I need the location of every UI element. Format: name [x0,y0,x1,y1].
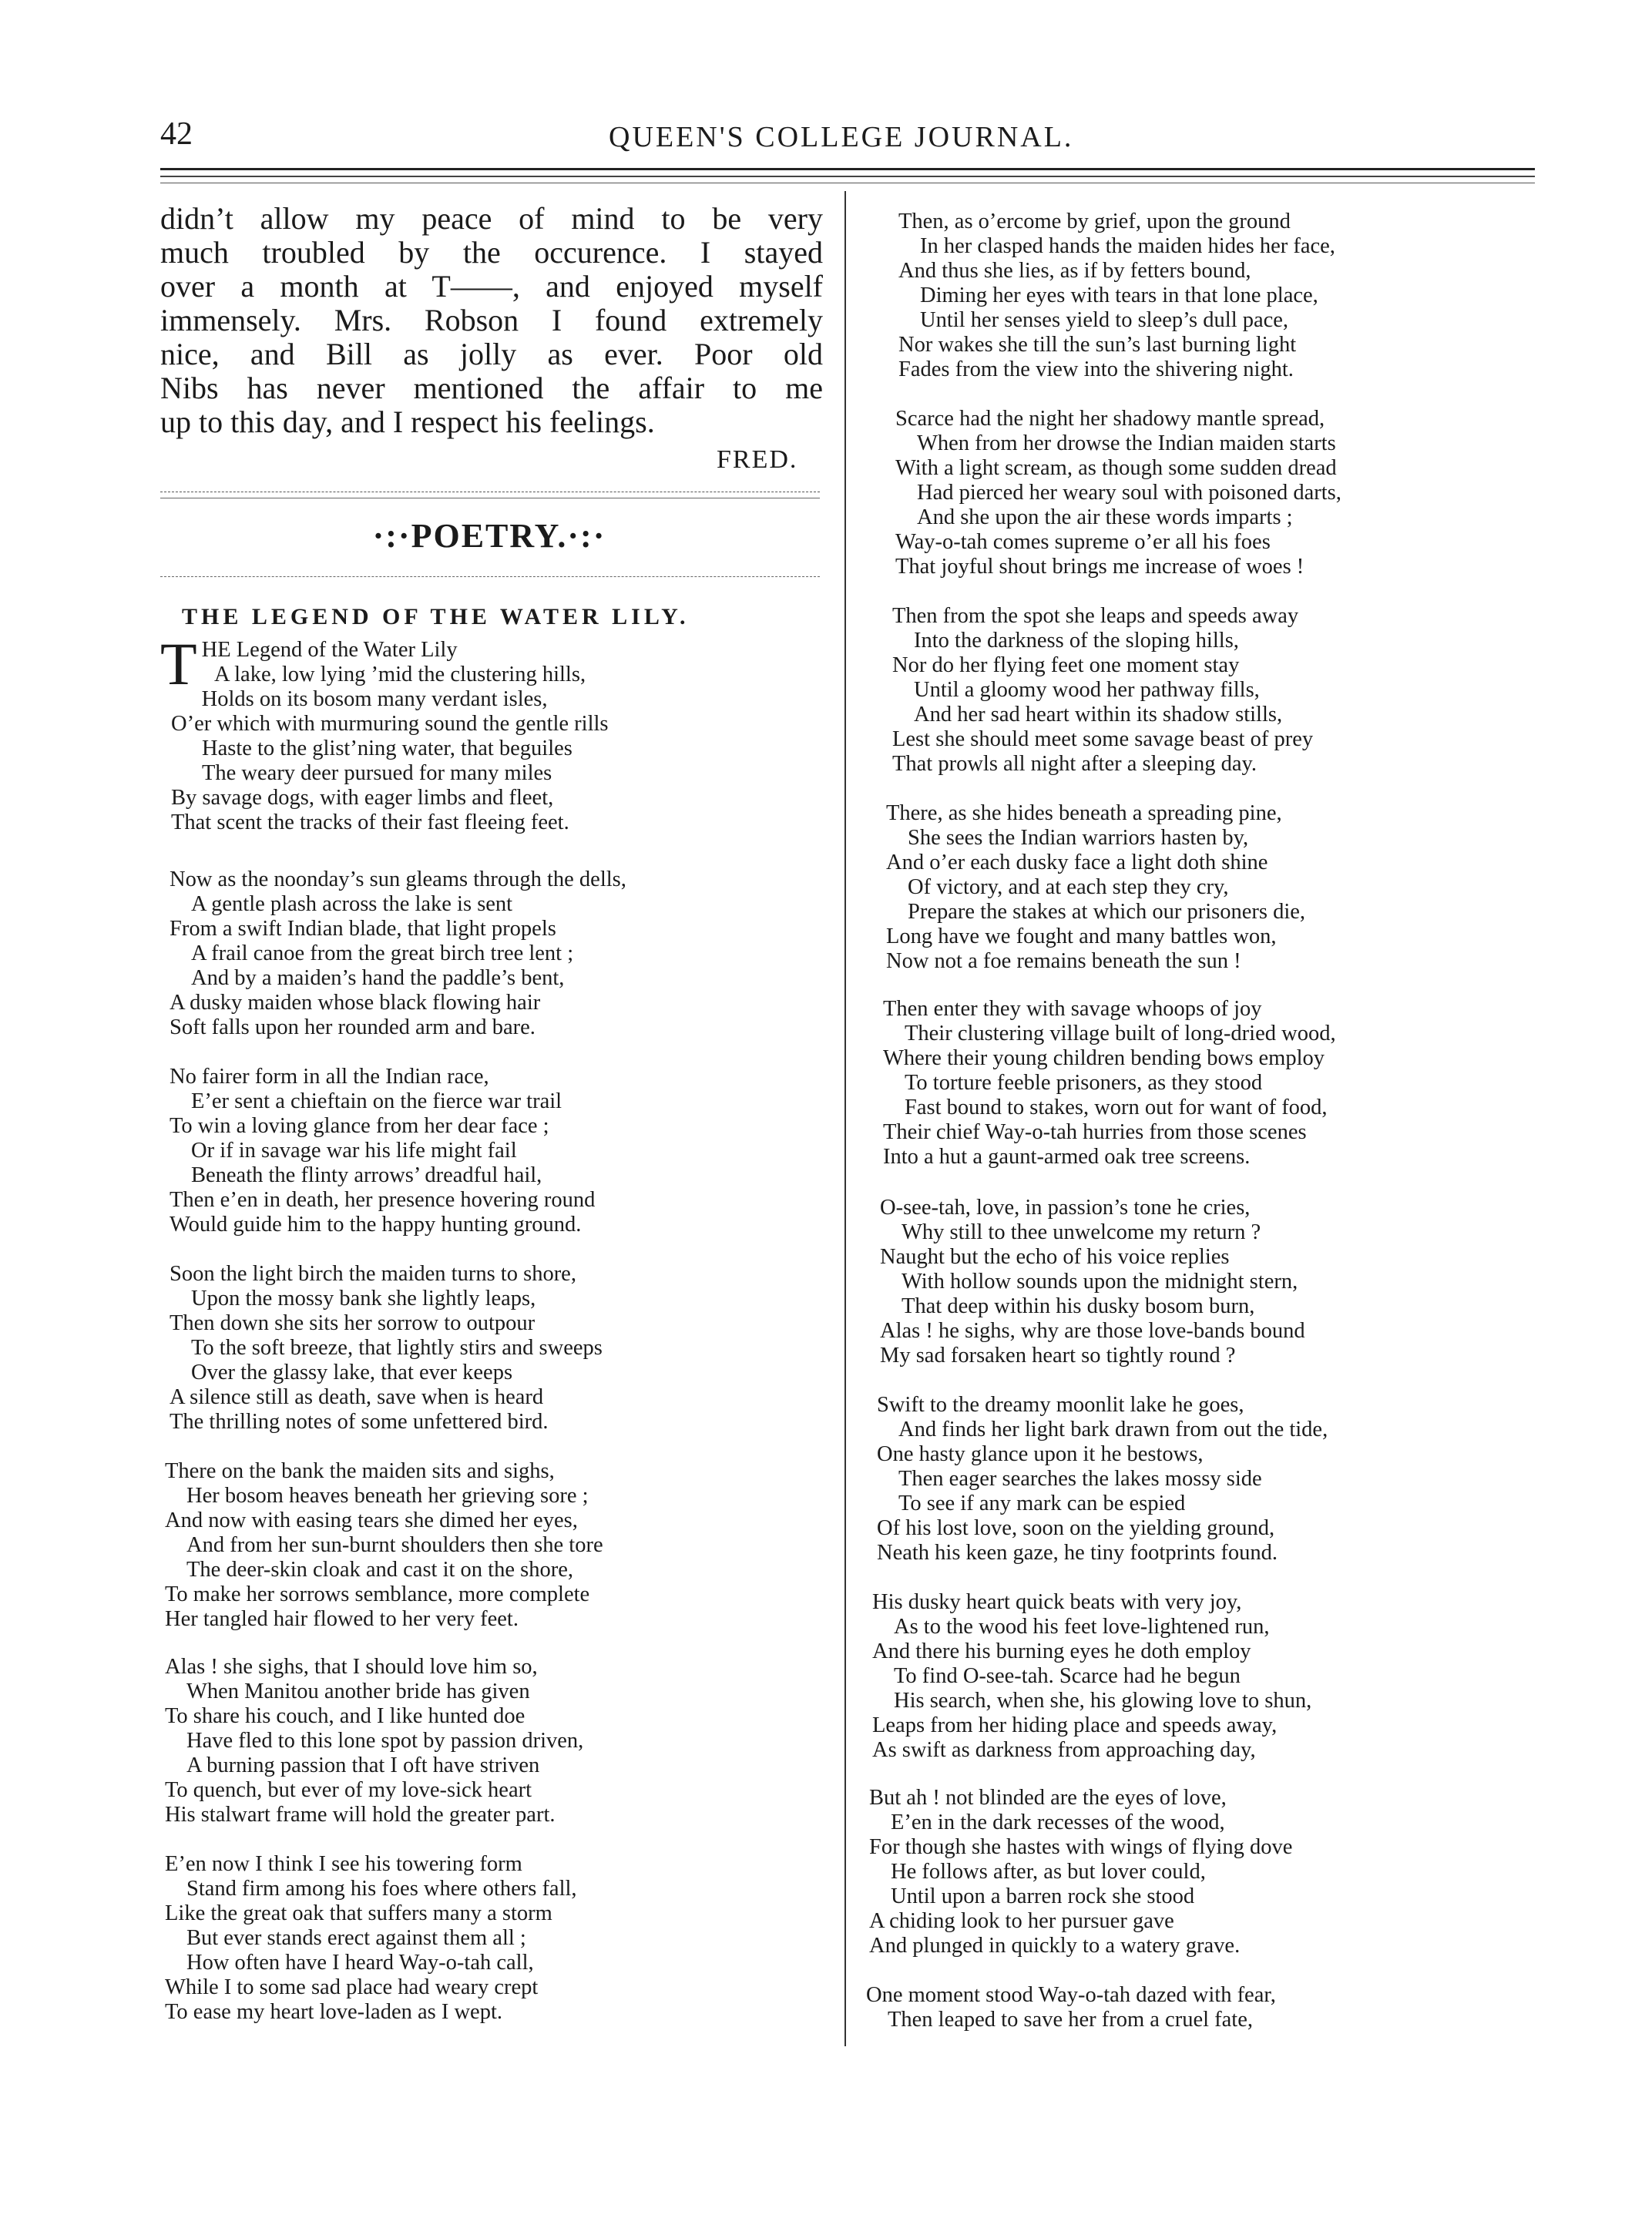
poem-line: As swift as darkness from approaching day, [872,1738,1256,1762]
poem-line: To find O-see-tah. Scarce had he begun [894,1664,1241,1688]
poem-line: Now not a foe remains beneath the sun ! [886,949,1241,973]
poem-line: For though she hastes with wings of flying dove [869,1835,1293,1859]
poem-line: A frail canoe from the great birch tree lent ; [191,941,574,965]
poem-stanza [160,630,609,835]
poem-line: And o’er each dusky face a light doth shine [886,851,1268,874]
poem-stanza [165,1655,583,1827]
poem-line: The thrilling notes of some unfettered bird. [170,1410,549,1434]
poem-line: Into the darkness of the sloping hills, [914,629,1239,653]
poem-line: She sees the Indian warriors hasten by, [908,826,1249,850]
prose-line: immensely. Mrs. Robson I found extremely [160,303,823,337]
poem-line: Haste to the glist’ning water, that beguiles [202,737,572,760]
poem-line: No fairer form in all the Indian race, [170,1065,489,1089]
poem-line: My sad forsaken heart so tightly round ? [880,1344,1236,1368]
poem-line: To the soft breeze, that lightly stirs and sweeps [191,1336,603,1360]
poem-stanza [170,1065,595,1237]
poem-line: Then eager searches the lakes mossy side [898,1467,1262,1491]
poem-line: With a light scream, as though some sudden dread [895,456,1337,480]
author-signature: FRED. [717,445,798,474]
poem-line: Then enter they with savage whoops of joy [883,997,1262,1021]
poem-line: Neath his keen gaze, he tiny footprints found. [877,1541,1278,1565]
prose-line: up to this day, and I respect his feelings. [160,404,655,439]
poem-line: A burning passion that I oft have striven [186,1753,540,1777]
poem-line: Of his lost love, soon on the yielding ground, [877,1516,1275,1540]
poem-line: Or if in savage war his life might fail [191,1139,517,1163]
poem-stanza [883,997,1336,1170]
poem-line: And plunged in quickly to a watery grave. [869,1934,1241,1958]
poem-line: A chiding look to her pursuer gave [869,1909,1174,1933]
poem-line: Then, as o’ercome by grief, upon the ground [898,210,1291,233]
poem-line: To torture feeble prisoners, as they stood [905,1071,1263,1095]
poem-line: Long have we fought and many battles won, [886,925,1277,948]
poem-line: As to the wood his feet love-lightened run, [894,1615,1270,1639]
poem-line: Diming her eyes with tears in that lone place, [920,284,1318,307]
poem-line: Stand firm among his foes where others fall, [186,1877,577,1901]
prose-line: didn’t allow my peace of mind to be very [160,201,823,236]
poem-line: When from her drowse the Indian maiden starts [917,431,1336,455]
poem-stanza [892,604,1313,777]
header-rule [160,168,1535,170]
prose-paragraph [160,202,823,439]
section-divider [160,576,820,577]
poem-line: O-see-tah, love, in passion’s tone he cries, [880,1196,1251,1220]
poem-line: Fast bound to stakes, worn out for want of food, [905,1096,1328,1119]
poem-line: E’en now I think I see his towering form [165,1852,522,1876]
poem-line: Her bosom heaves beneath her grieving sore ; [186,1484,589,1508]
poem-line: From a swift Indian blade, that light propels [170,917,556,941]
poem-line: Until upon a barren rock she stood [891,1884,1195,1908]
poem-line: To make her sorrows semblance, more complete [165,1582,590,1606]
poem-line: And finds her light bark drawn from out the tide, [898,1418,1328,1441]
poem-line: Nor do her flying feet one moment stay [892,653,1240,677]
poem-line: And she upon the air these words imparts ; [917,505,1293,529]
poem-line: Lest she should meet some savage beast of prey [892,727,1314,751]
page-number: 42 [160,116,193,152]
prose-line: nice, and Bill as jolly as ever. Poor old [160,337,823,371]
poem-line: Leaps from her hiding place and speeds away, [872,1713,1278,1737]
poem-line: Nor wakes she till the sun’s last burning light [898,333,1297,357]
poem-line: Fades from the view into the shivering night. [898,357,1294,381]
poem-line: Then e’en in death, her presence hovering round [170,1188,596,1212]
poem-line: And by a maiden’s hand the paddle’s bent, [191,966,565,990]
column-divider [844,191,846,2046]
poem-line: There on the bank the maiden sits and sighs, [165,1459,555,1483]
poem-line: That joyful shout brings me increase of woes ! [895,555,1304,579]
poem-line: Would guide him to the happy hunting ground. [170,1213,582,1237]
poem-line: The weary deer pursued for many miles [202,761,552,785]
poem-stanza [895,407,1341,579]
poem-line: By savage dogs, with eager limbs and fleet, [171,786,554,810]
poem-line: Their chief Way-o-tah hurries from those scenes [883,1120,1307,1144]
poem-stanza [880,1196,1305,1368]
poem-line: His stalwart frame will hold the greater part. [165,1803,556,1827]
poem-line: Why still to thee unwelcome my return ? [902,1220,1261,1244]
poem-line: Until her senses yield to sleep’s dull pace, [920,308,1289,332]
poem-line: A dusky maiden whose black flowing hair [170,991,541,1015]
poem-line: His search, when she, his glowing love to shun, [894,1689,1312,1713]
header-rule [160,176,1535,177]
poem-line: Prepare the stakes at which our prisoners die, [908,900,1306,924]
poem-stanza [869,1786,1292,1958]
poem-line: Her tangled hair flowed to her very feet. [165,1607,519,1631]
poem-title: THE LEGEND OF THE WATER LILY. [182,604,690,629]
journal-title: QUEEN'S COLLEGE JOURNAL. [609,121,1074,153]
poem-line: That prowls all night after a sleeping day. [892,752,1257,776]
poem-line: Soft falls upon her rounded arm and bare. [170,1015,536,1039]
poem-line: Have fled to this lone spot by passion driven, [186,1729,584,1753]
poem-stanza [170,868,626,1040]
poem-stanza [898,210,1335,382]
poem-line: Scarce had the night her shadowy mantle spread, [895,407,1325,431]
poem-line: E’er sent a chieftain on the fierce war trail [191,1089,562,1113]
poem-line: And from her sun-burnt shoulders then she tore [186,1533,603,1557]
poem-stanza [877,1393,1328,1566]
poem-line: Then from the spot she leaps and speeds away [892,604,1299,628]
poem-line: Way-o-tah comes supreme o’er all his foes [895,530,1271,554]
poem-stanza [886,801,1305,974]
poem-line: To see if any mark can be espied [898,1492,1186,1515]
poem-stanza [170,1262,603,1435]
poem-line: Beneath the flinty arrows’ dreadful hail, [191,1163,542,1187]
poem-line: And now with easing tears she dimed her eyes, [165,1509,578,1532]
poem-line: Had pierced her weary soul with poisoned darts, [917,481,1341,505]
prose-line: much troubled by the occurence. I stayed [160,235,823,270]
poem-line: In her clasped hands the maiden hides her face, [920,234,1335,258]
poem-line: While I to some sad place had weary crept [165,1975,539,1999]
poem-line: Upon the mossy bank she lightly leaps, [191,1287,536,1311]
poem-line: Of victory, and at each step they cry, [908,875,1229,899]
poem-line: Soon the light birch the maiden turns to shore, [170,1262,576,1286]
poem-line: And her sad heart within its shadow stills, [914,703,1283,727]
poem-line: That scent the tracks of their fast fleeing feet. [171,810,569,834]
poem-line: Until a gloomy wood her pathway fills, [914,678,1260,702]
poem-line: Then leaped to save her from a cruel fate, [888,2008,1253,2032]
poem-line: One hasty glance upon it he bestows, [877,1442,1204,1466]
poem-line: Now as the noonday’s sun gleams through the dells, [170,868,626,891]
poem-line: How often have I heard Way-o-tah call, [186,1951,534,1975]
poem-line: To share his couch, and I like hunted doe [165,1704,525,1728]
prose-line: over a month at T——, and enjoyed myself [160,269,823,304]
poem-line: Naught but the echo of his voice replies [880,1245,1230,1269]
drop-cap: T [160,630,197,697]
poem-line: Where their young children bending bows employ [883,1046,1325,1070]
poem-stanza [165,1459,603,1632]
prose-line: Nibs has never mentioned the affair to me [160,371,823,405]
poem-line: Then down she sits her sorrow to outpour [170,1311,536,1335]
poem-line: The deer-skin cloak and cast it on the shore, [186,1558,573,1582]
section-heading: ·:·POETRY.·:· [372,517,606,555]
poem-line: Into a hut a gaunt-armed oak tree screens. [883,1145,1251,1169]
poem-line: But ah ! not blinded are the eyes of love, [869,1786,1227,1810]
poem-line: Holds on its bosom many verdant isles, [201,687,548,711]
poem-line: HE Legend of the Water Lily [201,638,458,662]
poem-line: To quench, but ever of my love-sick heart [165,1778,532,1802]
poem-line: Like the great oak that suffers many a storm [165,1901,552,1925]
poem-line: To win a loving glance from her dear face ; [170,1114,549,1138]
poem-line: Their clustering village built of long-dried wood, [905,1022,1336,1045]
poem-line: O’er which with murmuring sound the gentle rills [171,712,609,736]
poem-line: One moment stood Way-o-tah dazed with fear, [866,1983,1276,2007]
poem-line: A lake, low lying ’mid the clustering hills, [214,663,586,686]
poem-line: There, as she hides beneath a spreading pine, [886,801,1282,825]
poem-line: To ease my heart love-laden as I wept. [165,2000,502,2024]
poem-line: And thus she lies, as if by fetters bound, [898,259,1251,283]
poem-line: Over the glassy lake, that ever keeps [191,1361,513,1384]
poem-line: Alas ! he sighs, why are those love-bands bound [880,1319,1305,1343]
poem-line: A gentle plash across the lake is sent [191,892,513,916]
poem-line: With hollow sounds upon the midnight stern, [902,1270,1298,1294]
poem-line: But ever stands erect against them all ; [186,1926,526,1950]
poem-line: That deep within his dusky bosom burn, [902,1294,1255,1318]
poem-line: His dusky heart quick beats with very joy, [872,1590,1242,1614]
poem-line: A silence still as death, save when is heard [170,1385,544,1409]
poem-stanza [165,1852,577,2025]
poem-line: When Manitou another bride has given [186,1680,530,1703]
poem-stanza [872,1590,1311,1763]
poem-stanza [866,1983,1276,2032]
poem-line: Alas ! she sighs, that I should love him so, [165,1655,538,1679]
poem-line: E’en in the dark recesses of the wood, [891,1811,1225,1834]
poem-line: And there his burning eyes he doth employ [872,1639,1251,1663]
poem-line: He follows after, as but lover could, [891,1860,1206,1884]
poem-line: Swift to the dreamy moonlit lake he goes, [877,1393,1244,1417]
